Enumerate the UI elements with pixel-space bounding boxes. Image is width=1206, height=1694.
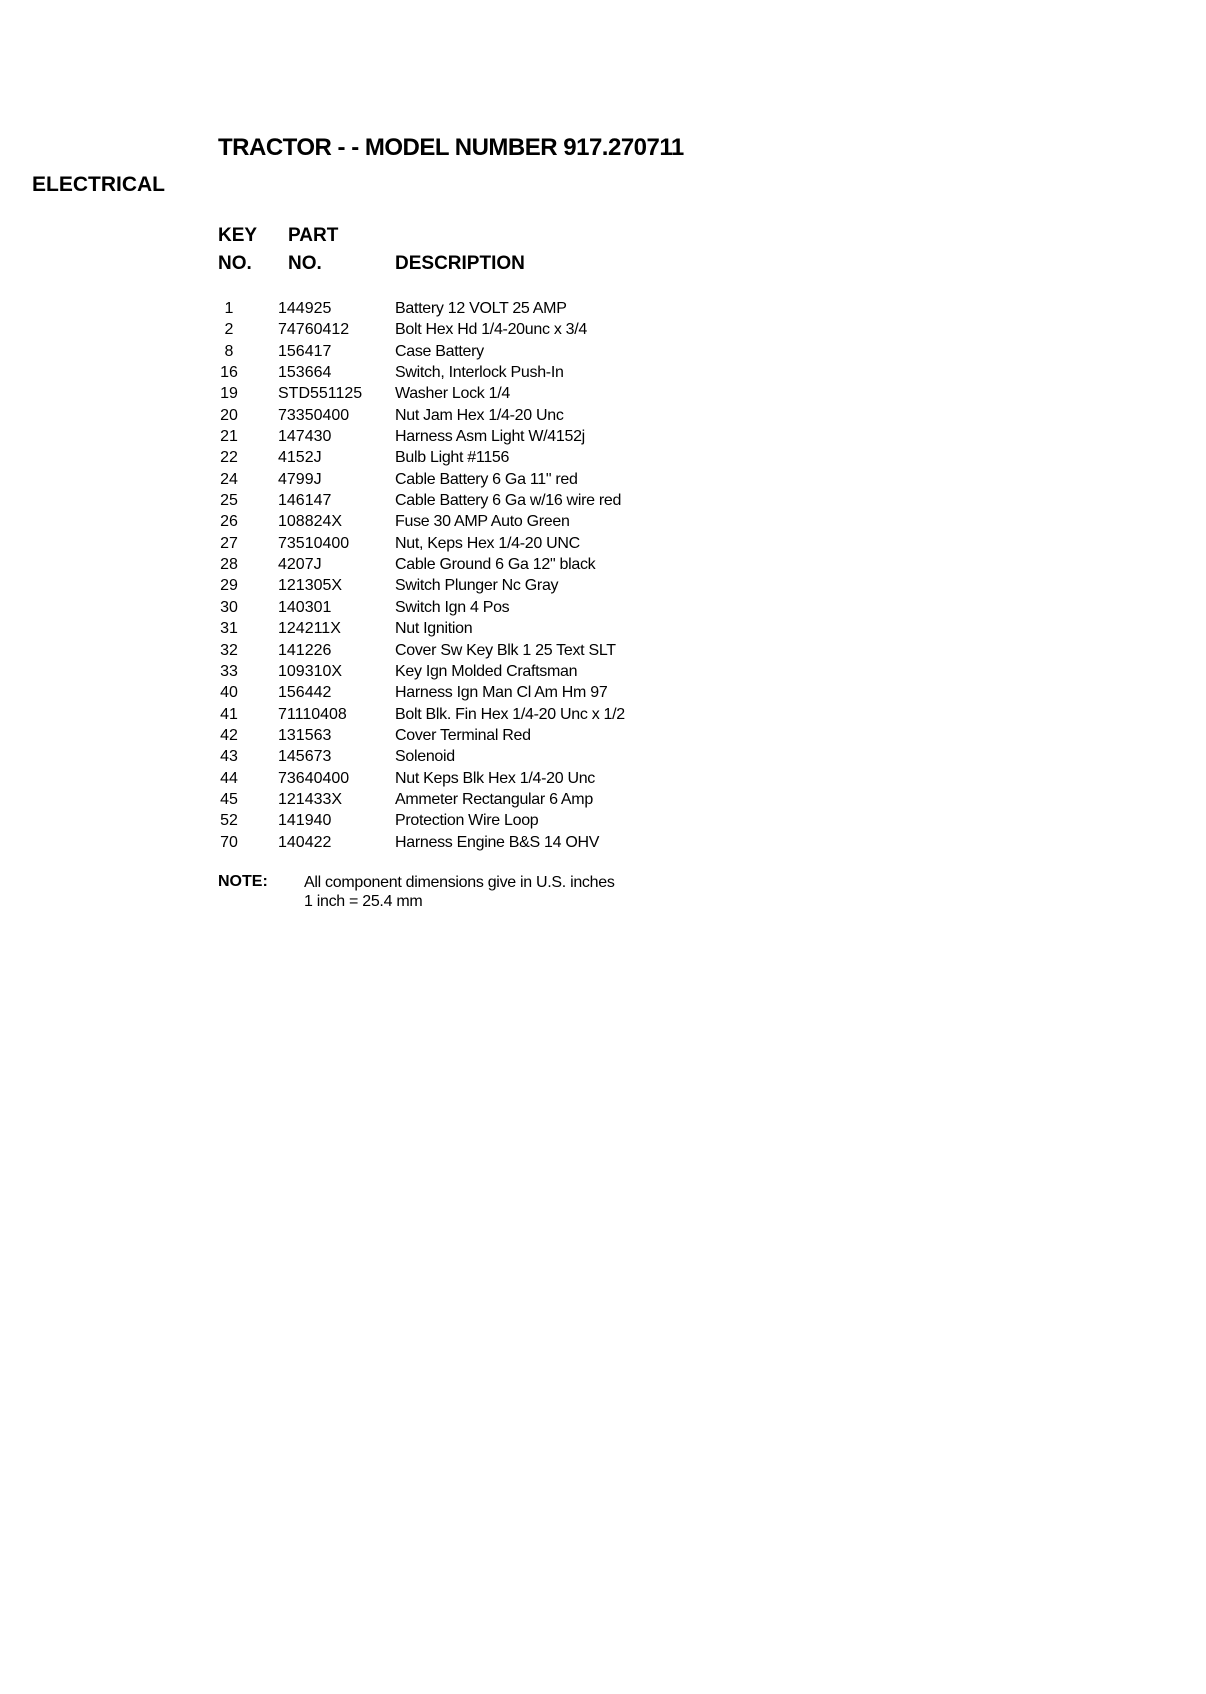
- table-row: [210, 682, 710, 703]
- part-no: 141940: [278, 812, 332, 830]
- key-no: 70: [220, 833, 238, 851]
- key-no: 8: [224, 342, 234, 360]
- table-row: [210, 554, 710, 575]
- table-row: [210, 618, 710, 639]
- table-row: [210, 533, 710, 554]
- part-no-header-line2: NO.: [288, 253, 322, 274]
- table-row: [210, 704, 710, 725]
- document-title: TRACTOR - - MODEL NUMBER 917.270711: [218, 134, 684, 161]
- part-description: Washer Lock 1/4: [395, 385, 510, 403]
- part-no: STD551125: [278, 385, 363, 403]
- part-no: 147430: [278, 428, 332, 446]
- table-row: [210, 426, 710, 447]
- key-no: 16: [220, 364, 238, 382]
- key-no: 44: [220, 769, 238, 787]
- part-description: Solenoid: [395, 748, 455, 766]
- key-no: 21: [220, 428, 238, 446]
- table-row: [210, 469, 710, 490]
- key-no: 32: [220, 641, 238, 659]
- table-row: [210, 597, 710, 618]
- table-row: [210, 383, 710, 404]
- part-no-header-line1: PART: [288, 225, 339, 246]
- table-row: [210, 810, 710, 831]
- key-no: 25: [220, 492, 238, 510]
- part-description: Harness Asm Light W/4152j: [395, 428, 585, 446]
- part-description: Cable Battery 6 Ga w/16 wire red: [395, 492, 622, 510]
- table-row: [210, 746, 710, 767]
- table-row: [210, 575, 710, 596]
- part-no: 121433X: [278, 790, 343, 808]
- part-description: Switch, Interlock Push-In: [395, 364, 564, 382]
- key-no: 30: [220, 598, 238, 616]
- key-no: 29: [220, 577, 238, 595]
- description-header: DESCRIPTION: [395, 253, 525, 274]
- part-description: Bolt Hex Hd 1/4-20unc x 3/4: [395, 321, 588, 339]
- part-description: Cover Sw Key Blk 1 25 Text SLT: [395, 641, 616, 659]
- part-no: 156417: [278, 342, 332, 360]
- key-no: 26: [220, 513, 238, 531]
- table-row: [210, 298, 710, 319]
- part-no: 140422: [278, 833, 332, 851]
- part-no: 153664: [278, 364, 332, 382]
- part-no: 146147: [278, 492, 332, 510]
- key-no: 19: [220, 385, 238, 403]
- note-line-1: All component dimensions give in U.S. inches: [304, 874, 615, 891]
- part-description: Protection Wire Loop: [395, 812, 539, 830]
- table-row: [210, 789, 710, 810]
- part-description: Bolt Blk. Fin Hex 1/4-20 Unc x 1/2: [395, 705, 625, 723]
- part-description: Harness Ign Man Cl Am Hm 97: [395, 684, 608, 702]
- table-row: [210, 319, 710, 340]
- table-row: [210, 511, 710, 532]
- part-description: Key Ign Molded Craftsman: [395, 662, 578, 680]
- table-row: [210, 405, 710, 426]
- part-no: 4152J: [278, 449, 322, 467]
- part-no: 145673: [278, 748, 332, 766]
- part-description: Nut Ignition: [395, 620, 473, 638]
- part-description: Cover Terminal Red: [395, 726, 531, 744]
- key-no: 20: [220, 406, 238, 424]
- part-description: Nut Jam Hex 1/4-20 Unc: [395, 406, 564, 424]
- key-no-header-line2: NO.: [218, 253, 252, 274]
- note-label: NOTE:: [218, 873, 268, 890]
- note-text: [304, 873, 615, 911]
- key-no: 1: [224, 300, 234, 317]
- part-no: 121305X: [278, 577, 343, 595]
- table-row: [210, 362, 710, 383]
- key-no: 42: [220, 726, 238, 744]
- key-no: 33: [220, 662, 238, 680]
- part-no: 73640400: [278, 769, 350, 787]
- key-no-header-line1: KEY: [218, 225, 258, 246]
- key-no: 43: [220, 748, 238, 766]
- key-no: 40: [220, 684, 238, 702]
- part-description: Cable Ground 6 Ga 12" black: [395, 556, 596, 574]
- part-no: 131563: [278, 726, 332, 744]
- key-no: 24: [220, 470, 238, 488]
- table-row: [210, 490, 710, 511]
- part-description: Nut, Keps Hex 1/4-20 UNC: [395, 534, 580, 552]
- part-no: 74760412: [278, 321, 350, 339]
- section-heading: ELECTRICAL: [32, 173, 165, 196]
- table-row: [210, 661, 710, 682]
- part-description: Fuse 30 AMP Auto Green: [395, 513, 570, 531]
- key-no: 31: [220, 620, 238, 638]
- parts-list: [210, 298, 710, 853]
- key-no: 52: [220, 812, 238, 830]
- part-no: 4207J: [278, 556, 322, 574]
- part-description: Harness Engine B&S 14 OHV: [395, 833, 600, 851]
- part-no: 156442: [278, 684, 332, 702]
- key-no: 27: [220, 534, 238, 552]
- part-description: Cable Battery 6 Ga 11" red: [395, 470, 578, 488]
- table-row: [210, 640, 710, 661]
- table-row: [210, 768, 710, 789]
- key-no: 28: [220, 556, 238, 574]
- part-no: 140301: [278, 598, 332, 616]
- part-description: Case Battery: [395, 342, 484, 360]
- part-no: 73350400: [278, 406, 350, 424]
- part-description: Nut Keps Blk Hex 1/4-20 Unc: [395, 769, 595, 787]
- table-row: [210, 447, 710, 468]
- key-no: 41: [220, 705, 238, 723]
- table-row: [210, 832, 710, 853]
- part-no: 124211X: [278, 620, 341, 638]
- part-description: Switch Plunger Nc Gray: [395, 577, 559, 595]
- note-line-2: 1 inch = 25.4 mm: [304, 893, 423, 910]
- part-no: 71110408: [278, 705, 347, 723]
- part-no: 141226: [278, 641, 332, 659]
- part-no: 108824X: [278, 513, 343, 531]
- part-no: 73510400: [278, 534, 350, 552]
- part-description: Bulb Light #1156: [395, 449, 510, 467]
- part-no: 144925: [278, 300, 332, 317]
- table-row: [210, 725, 710, 746]
- part-no: 109310X: [278, 662, 343, 680]
- part-description: Battery 12 VOLT 25 AMP: [395, 300, 567, 317]
- key-no: 2: [224, 321, 234, 339]
- key-no: 45: [220, 790, 238, 808]
- part-no: 4799J: [278, 470, 322, 488]
- part-description: Ammeter Rectangular 6 Amp: [395, 790, 593, 808]
- key-no: 22: [220, 449, 238, 467]
- part-description: Switch Ign 4 Pos: [395, 598, 510, 616]
- table-row: [210, 341, 710, 362]
